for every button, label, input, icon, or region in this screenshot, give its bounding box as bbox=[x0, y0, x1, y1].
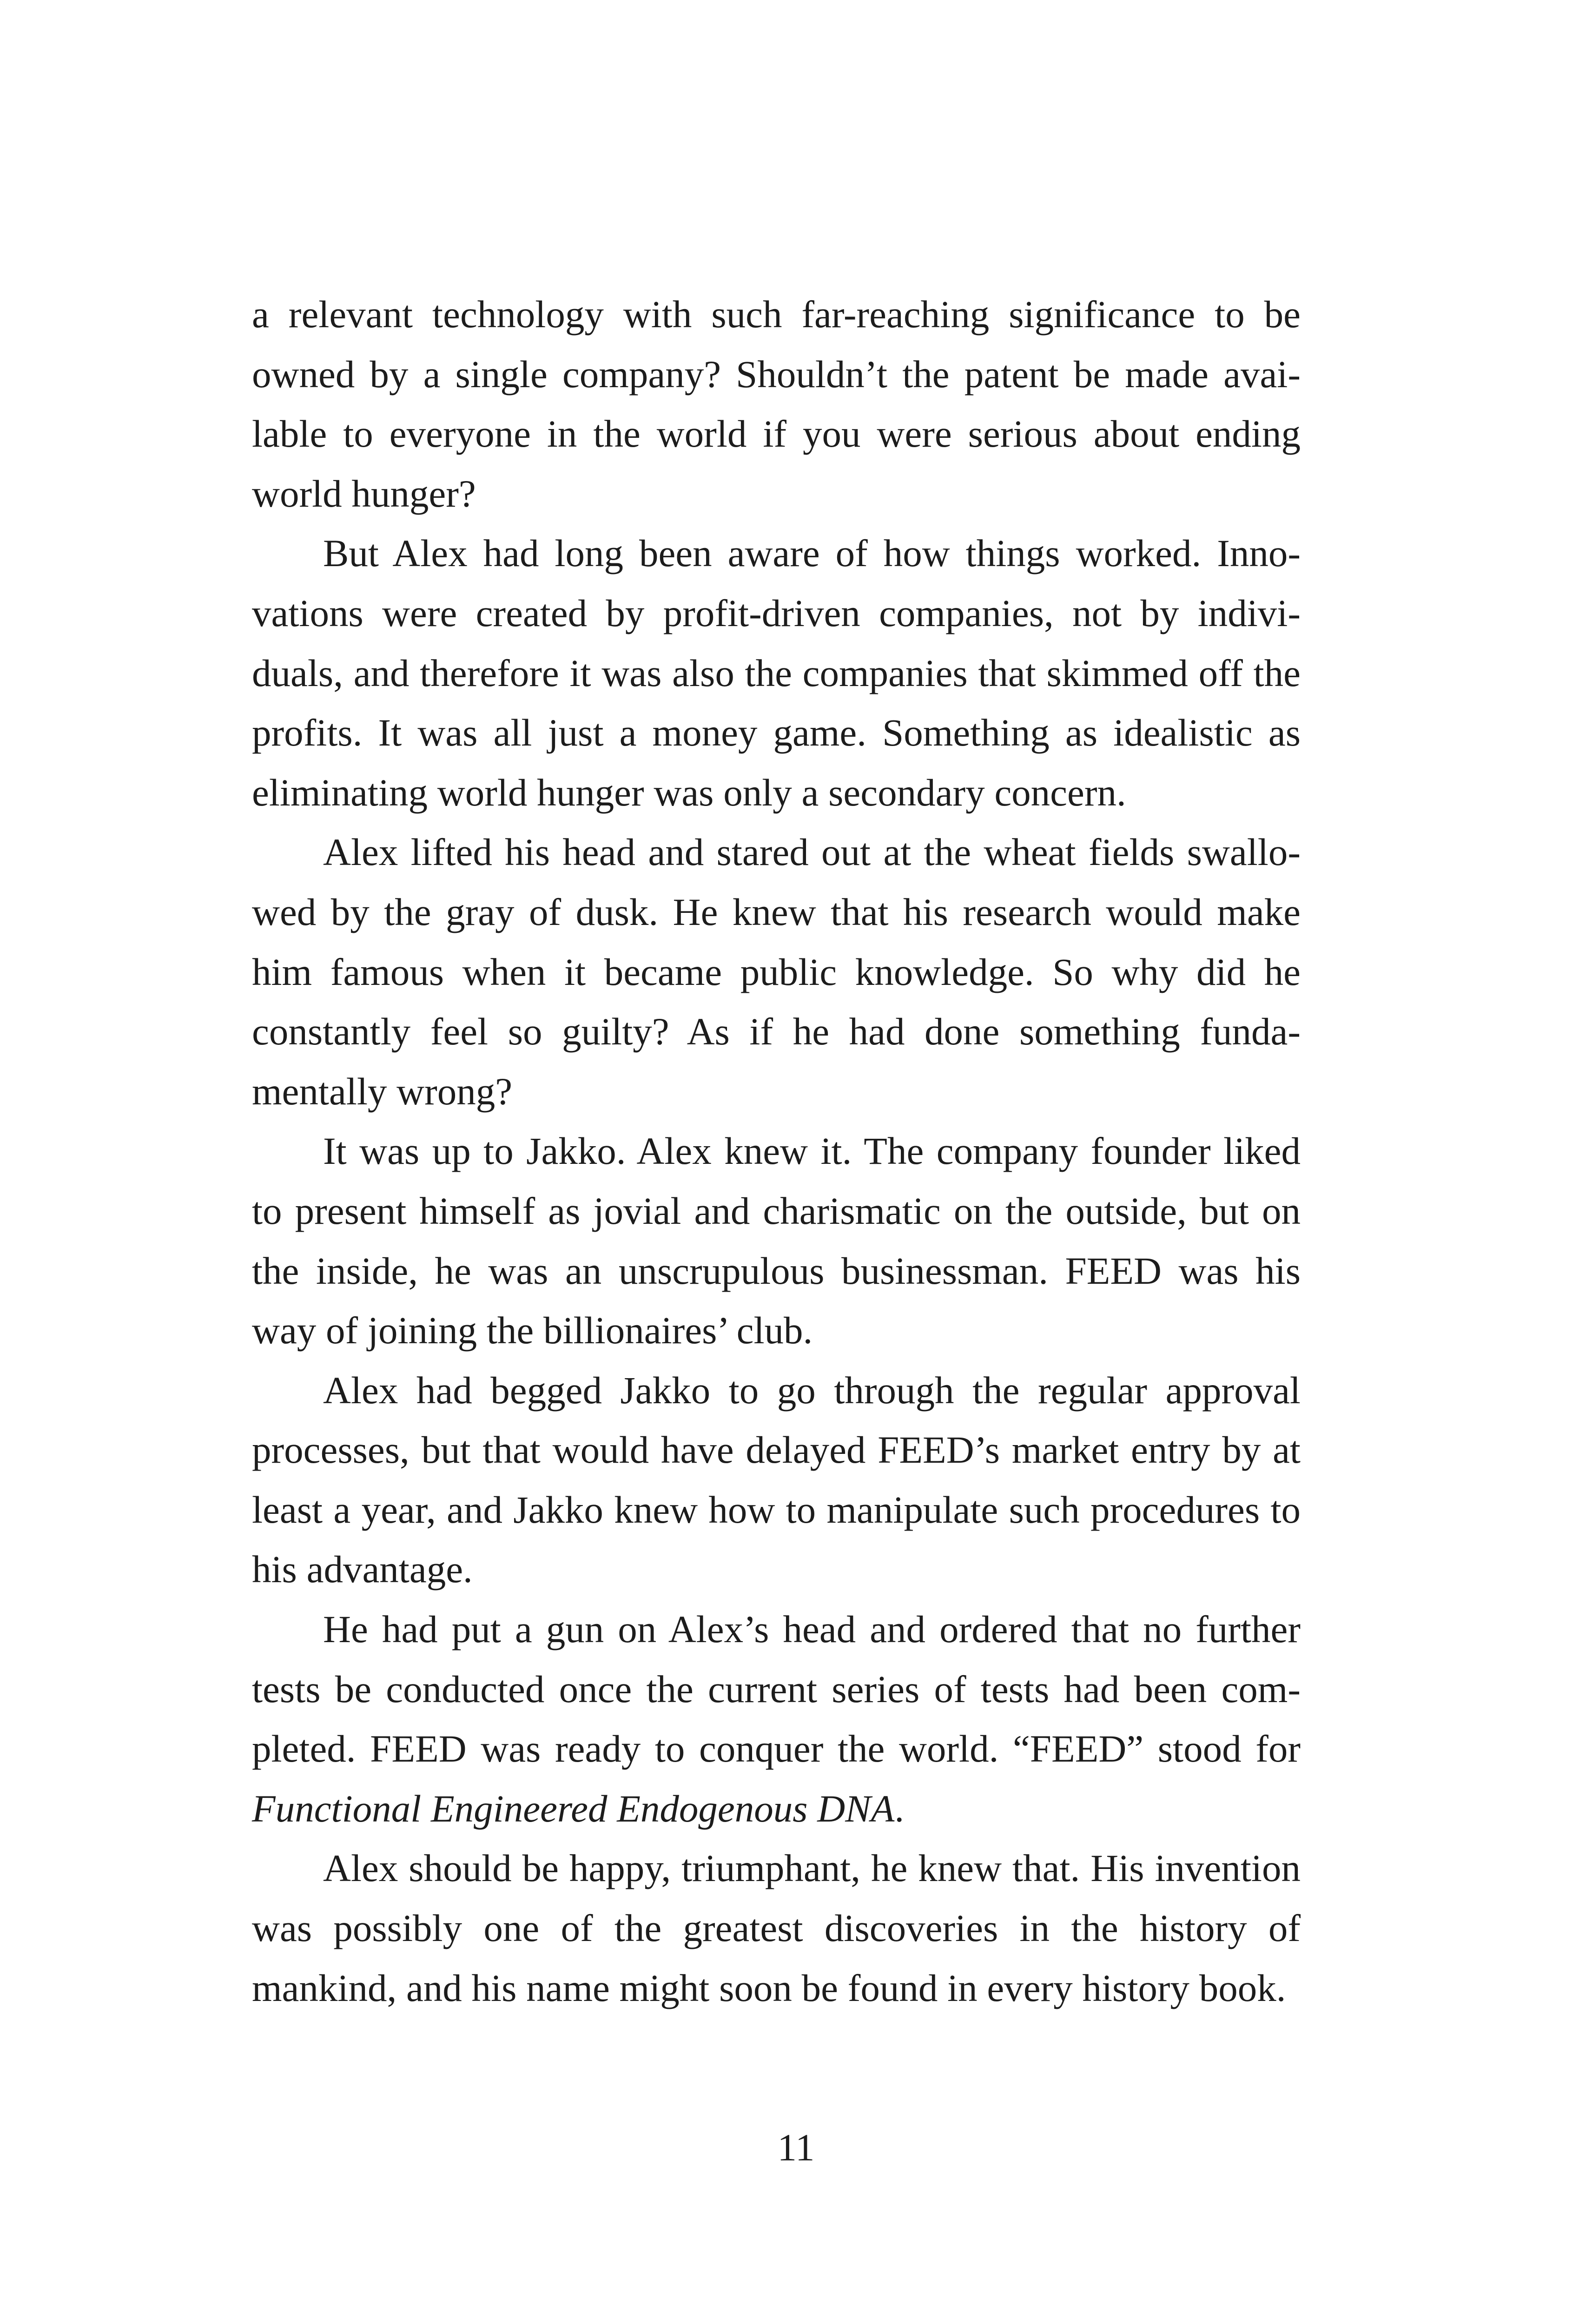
paragraph-4: It was up to Jakko. Alex knew it. The company founder liked to present himself as jovial and charismatic on the outside, but on the inside, he was an unscrupulous businessman. FEED was his way of joining the billionaires’ club. bbox=[252, 1129, 1301, 1352]
paragraph-7: Alex should be happy, triumphant, he knew that. His invention was possibly one of the greatest discoveries in the history of mankind, and his name might soon be found in every history book. bbox=[252, 1847, 1301, 2009]
paragraph-3: Alex lifted his head and stared out at the wheat fields swallowed by the gray of dusk. He knew that his research would make him famous when it became public knowledge. So why did he constantly feel so guilty? As if he had done something fundamentally wrong? bbox=[252, 831, 1301, 1113]
paragraph-6-text: He had put a gun on Alex’s head and ordered that no further tests be conducted once the current series of tests had been completed. FEED was ready to conquer the world. “FEED” stood for bbox=[252, 1608, 1301, 1770]
paragraph-6 bbox=[252, 1599, 1301, 1838]
paragraph-6-end: . bbox=[894, 1787, 905, 1830]
paragraph-1: a relevant technology with such far-reaching significance to be owned by a single company? Shouldn’t the patent be made available to everyone in the world if you were serious about ending world hunger? bbox=[252, 293, 1301, 515]
paragraph-2: But Alex had long been aware of how things worked. Innovations were created by profit-driven companies, not by individuals, and therefore it was also the companies that skimmed off the profits. It was all just a money game. Something as idealistic as eliminating world hunger was only a secondary concern. bbox=[252, 532, 1301, 814]
body-text bbox=[252, 284, 1301, 2018]
paragraph-6-italic-title: Functional Engineered Endogenous DNA bbox=[252, 1787, 895, 1830]
page-number: 11 bbox=[777, 2126, 815, 2169]
paragraph-5: Alex had begged Jakko to go through the regular approval processes, but that would have delayed FEED’s market entry by at least a year, and Jakko knew how to manipulate such procedures to his advantage. bbox=[252, 1368, 1301, 1591]
